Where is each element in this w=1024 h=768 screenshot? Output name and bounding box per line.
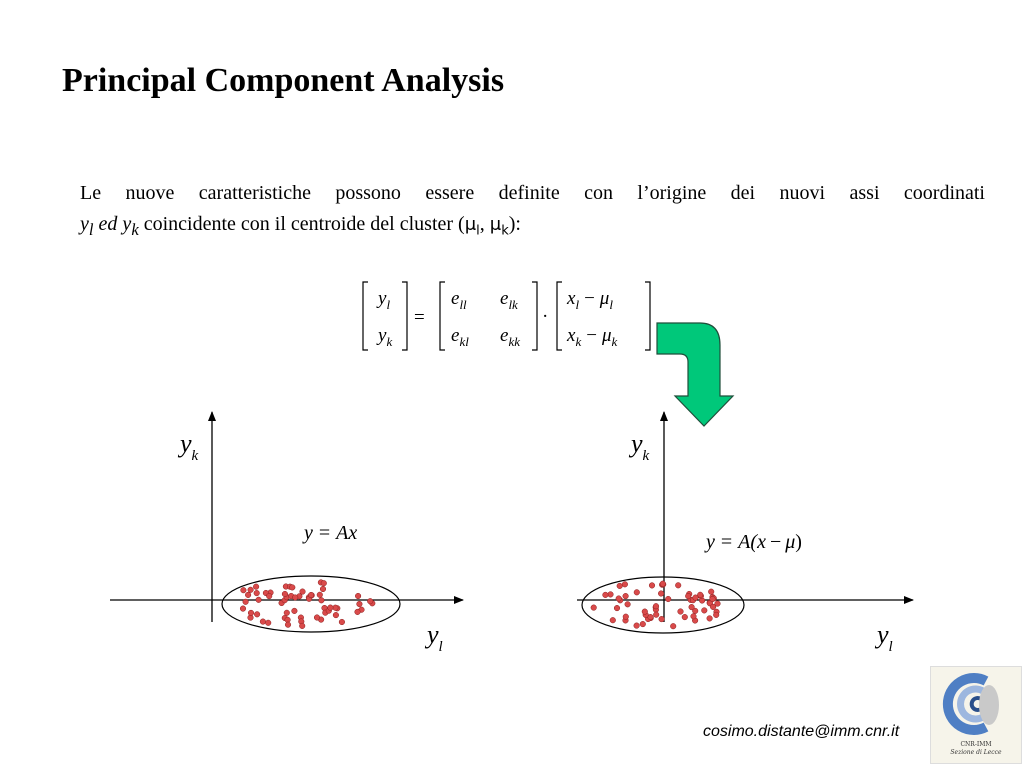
cluster-point — [355, 609, 361, 615]
cluster-point — [660, 581, 666, 587]
cluster-point — [653, 612, 659, 618]
description-text: coincidente con il centroide del cluster ( — [143, 213, 465, 235]
cluster-point — [707, 616, 713, 622]
eq-row-x-k: $x_k - \mu_k$ — [567, 325, 618, 349]
cluster-point — [691, 614, 697, 620]
bracket-right-1 — [402, 282, 407, 350]
cluster-point — [299, 623, 305, 629]
cluster-point — [682, 614, 688, 620]
cluster-point — [357, 601, 363, 607]
cluster-point — [292, 608, 298, 614]
right-plot — [577, 412, 913, 655]
cluster-point — [625, 602, 631, 608]
right-cluster-points — [591, 581, 720, 629]
cluster-point — [614, 605, 620, 611]
cluster-point — [616, 596, 622, 602]
cluster-point — [321, 580, 327, 586]
cnr-imm-logo — [930, 666, 1022, 764]
bracket-right-2 — [532, 282, 537, 350]
cluster-point — [260, 619, 266, 625]
cluster-point — [285, 622, 291, 628]
cluster-point — [241, 587, 247, 593]
cluster-point — [328, 605, 334, 611]
slide-title: Principal Component Analysis — [62, 62, 505, 99]
cluster-point — [634, 623, 640, 629]
eq-equals: = — [414, 307, 425, 328]
cluster-point — [713, 612, 719, 618]
cluster-point — [603, 592, 609, 598]
cluster-point — [634, 590, 640, 596]
cluster-point — [670, 623, 676, 629]
cluster-point — [642, 609, 648, 615]
cluster-point — [685, 593, 691, 599]
word-ed: ed — [98, 213, 118, 235]
right-y-axis-label: $y_k$ — [631, 429, 650, 464]
bracket-left-2 — [440, 282, 445, 350]
logo-line-1: CNR-IMM — [960, 741, 992, 748]
right-x-axis-label: $y_l$ — [877, 620, 893, 655]
description-line-2: $y_l$ ed $y_k$ coincidente con il centroide del cluster ($\mu_l$, $\mu_k$): — [80, 213, 521, 239]
cluster-point — [333, 612, 339, 618]
left-cluster-points — [240, 580, 375, 629]
logo-line-2: Sezione di Lecce — [950, 749, 1002, 756]
cluster-point — [240, 606, 246, 612]
cluster-point — [248, 587, 254, 593]
cluster-point — [320, 586, 326, 592]
var-y-k: $y_k$ — [122, 213, 139, 239]
cluster-point — [702, 608, 708, 614]
eq-e-lk: $e_{lk}$ — [500, 288, 518, 312]
cluster-point — [367, 598, 373, 604]
cluster-point — [623, 593, 629, 599]
cluster-point — [623, 614, 629, 620]
cluster-point — [665, 596, 671, 602]
cluster-point — [653, 603, 659, 609]
cluster-point — [617, 583, 623, 589]
eq-y-k: $y_k$ — [378, 325, 393, 349]
cluster-point — [253, 584, 259, 590]
cluster-point — [292, 595, 298, 601]
cluster-point — [308, 592, 314, 598]
var-y-l: $y_l$ — [80, 213, 94, 239]
cluster-point — [284, 610, 290, 616]
cluster-point — [265, 620, 271, 626]
cluster-point — [678, 609, 684, 615]
cluster-point — [319, 598, 325, 604]
cluster-point — [266, 593, 272, 599]
left-plot — [110, 412, 463, 655]
cluster-point — [245, 592, 251, 598]
cluster-point — [622, 582, 628, 588]
cluster-point — [675, 583, 681, 589]
cluster-point — [317, 592, 323, 598]
cluster-point — [355, 593, 361, 599]
description-line-1: Le nuove caratteristiche possono essere definite con l’origine dei nuovi assi coordinati — [80, 182, 985, 204]
mu-l-symbol: $\mu_l$ — [464, 214, 480, 239]
cnr-logo-icon — [931, 667, 1021, 741]
eq-dot: · — [542, 306, 549, 327]
cluster-point — [608, 592, 614, 598]
eq-y-l: $y_l$ — [378, 288, 391, 312]
bracket-left-3 — [557, 282, 562, 350]
cluster-point — [659, 616, 665, 622]
cluster-point — [693, 595, 699, 601]
eq-e-ll: $e_{ll}$ — [451, 288, 467, 312]
author-email: cosimo.distante@imm.cnr.it — [703, 723, 900, 740]
cluster-point — [339, 619, 345, 625]
eq-e-kl: $e_{kl}$ — [451, 325, 469, 349]
cluster-point — [290, 585, 296, 591]
translation-arrow-icon — [657, 323, 733, 426]
cluster-point — [610, 617, 616, 623]
cluster-point — [282, 591, 288, 597]
eq-e-kk: $e_{kk}$ — [500, 325, 520, 349]
cluster-point — [243, 599, 249, 605]
bracket-right-3 — [645, 282, 650, 350]
bracket-left-1 — [363, 282, 368, 350]
eq-row-x-l: $x_l - \mu_l$ — [567, 288, 613, 312]
cluster-point — [715, 601, 721, 607]
cluster-point — [256, 597, 262, 603]
right-formula: y = A(x − μ) — [706, 531, 802, 553]
cluster-point — [640, 621, 646, 627]
cluster-point — [658, 591, 664, 597]
left-formula: y = Ax — [304, 522, 358, 544]
cluster-point — [248, 610, 254, 616]
cluster-point — [689, 604, 695, 610]
cluster-point — [314, 615, 320, 621]
mu-k-symbol: $\mu_k$ — [489, 214, 509, 239]
cluster-point — [649, 583, 655, 589]
left-y-axis-label: $y_k$ — [180, 429, 199, 464]
cluster-point — [254, 612, 260, 618]
cluster-point — [254, 590, 260, 596]
cluster-point — [591, 605, 597, 611]
cluster-point — [710, 596, 716, 602]
cluster-point — [708, 589, 714, 595]
left-x-axis-label: $y_l$ — [427, 620, 443, 655]
